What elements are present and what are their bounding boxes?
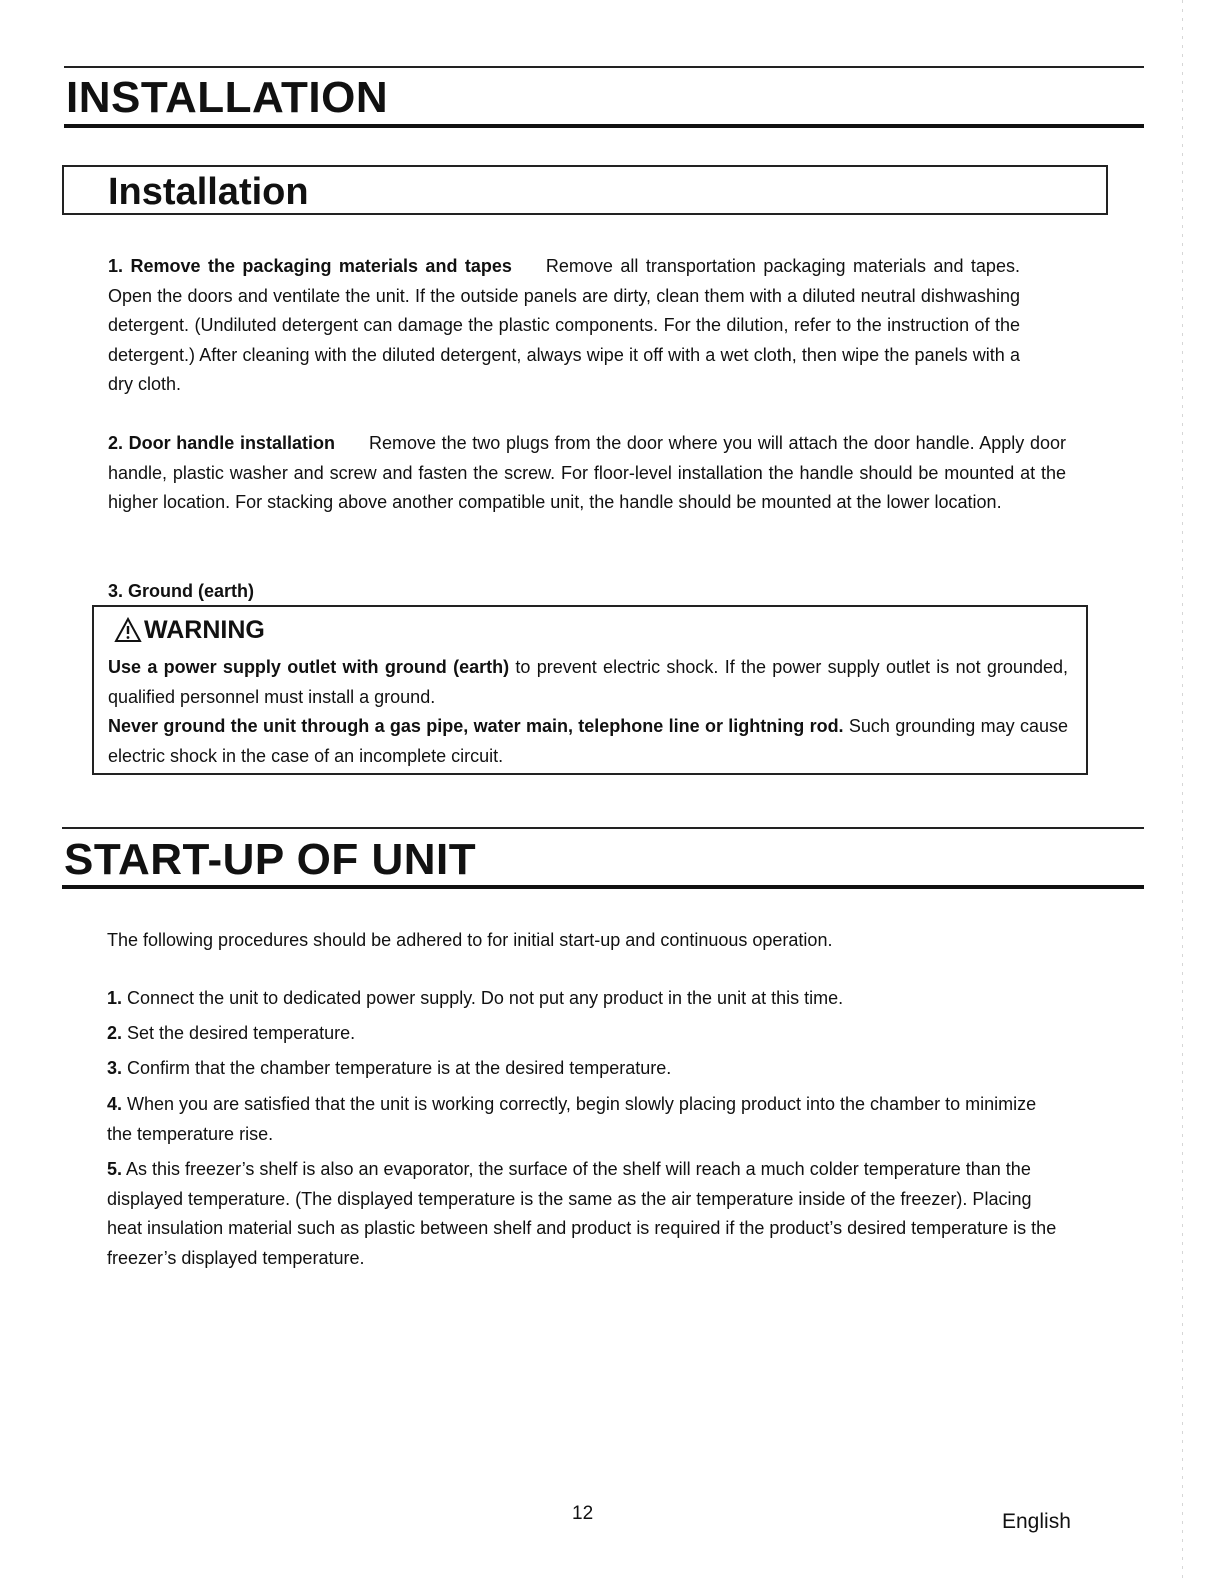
step-3: 3. Confirm that the chamber temperature is at the desired temperature. xyxy=(107,1058,672,1078)
installation-subheading: Installation xyxy=(108,171,309,213)
installation-heading: INSTALLATION xyxy=(66,73,389,122)
top-rule xyxy=(64,66,1144,68)
step-2: 2. Set the desired temperature. xyxy=(107,1023,356,1043)
language-label: English xyxy=(1002,1510,1071,1533)
item-2-body: Apply door handle, plastic washer and screw and fasten the screw. For floor-level installation the handle should be mounted at the higher location. For stacking above another compatible unit, the handle should be mounted at the lower location. xyxy=(108,433,1066,512)
item-1-body-line1: Remove all transportation packaging materials and xyxy=(545,256,964,276)
step-1: 1. Connect the unit to dedicated power supply. Do not put any product in the unit at this time. xyxy=(107,988,844,1008)
scan-edge xyxy=(1182,0,1183,1584)
startup-top-rule xyxy=(62,827,1144,829)
warning-paragraph-2: Never ground the unit through a gas pipe, water main, telephone line or lightning rod. Such grounding may cause electric shock in the case of an incomplete circuit. xyxy=(108,716,1068,766)
item-2 xyxy=(108,429,1066,518)
installation-rule xyxy=(64,124,1144,128)
item-1-body: tapes. Open the doors and ventilate the unit. If the outside panels are dirty, clean them with a diluted neutral dishwashing detergent. (Undiluted detergent can damage the plastic components. For the dilution, refer to the instruction of the detergent.) After cleaning with the diluted detergent, always wipe it off with a wet cloth, then wipe the panels with a dry cloth. xyxy=(108,256,1020,394)
warning-paragraph-1: Use a power supply outlet with ground (earth) to prevent electric shock. If the power supply outlet is not grounded, qualified personnel must install a ground. xyxy=(108,657,1068,707)
warning-title xyxy=(114,617,265,643)
startup-heading: START-UP OF UNIT xyxy=(64,835,477,884)
step-4: 4. When you are satisfied that the unit is working correctly, begin slowly placing product into the chamber to minimize the temperature rise. xyxy=(107,1094,1037,1144)
startup-rule xyxy=(62,885,1144,889)
warning-label: WARNING xyxy=(144,615,265,644)
warning-box xyxy=(92,605,1088,775)
ground-title: 3. Ground (earth) xyxy=(108,581,255,601)
warning-triangle-icon xyxy=(114,617,142,643)
page-number: 12 xyxy=(572,1503,594,1524)
item-2-body-line1: Remove the two plugs from the door where you will attach the door handle. xyxy=(368,433,975,453)
item-1-title: 1. Remove the packaging materials and tapes xyxy=(108,256,512,276)
step-5: 5. As this freezer’s shelf is also an evaporator, the surface of the shelf will reach a much colder temperature than the displayed temperature. (The displayed temperature is the same as the air temperature inside of the freezer). Placing heat insulation material such as plastic between shelf and product is required if the product’s desired temperature is the freezer’s displayed temperature. xyxy=(107,1159,1057,1268)
item-1 xyxy=(108,252,1020,400)
item-2-title: 2. Door handle installation xyxy=(108,433,335,453)
startup-intro: The following procedures should be adhered to for initial start-up and continuous operation. xyxy=(107,930,833,950)
installation-subheading-box xyxy=(62,165,1108,215)
